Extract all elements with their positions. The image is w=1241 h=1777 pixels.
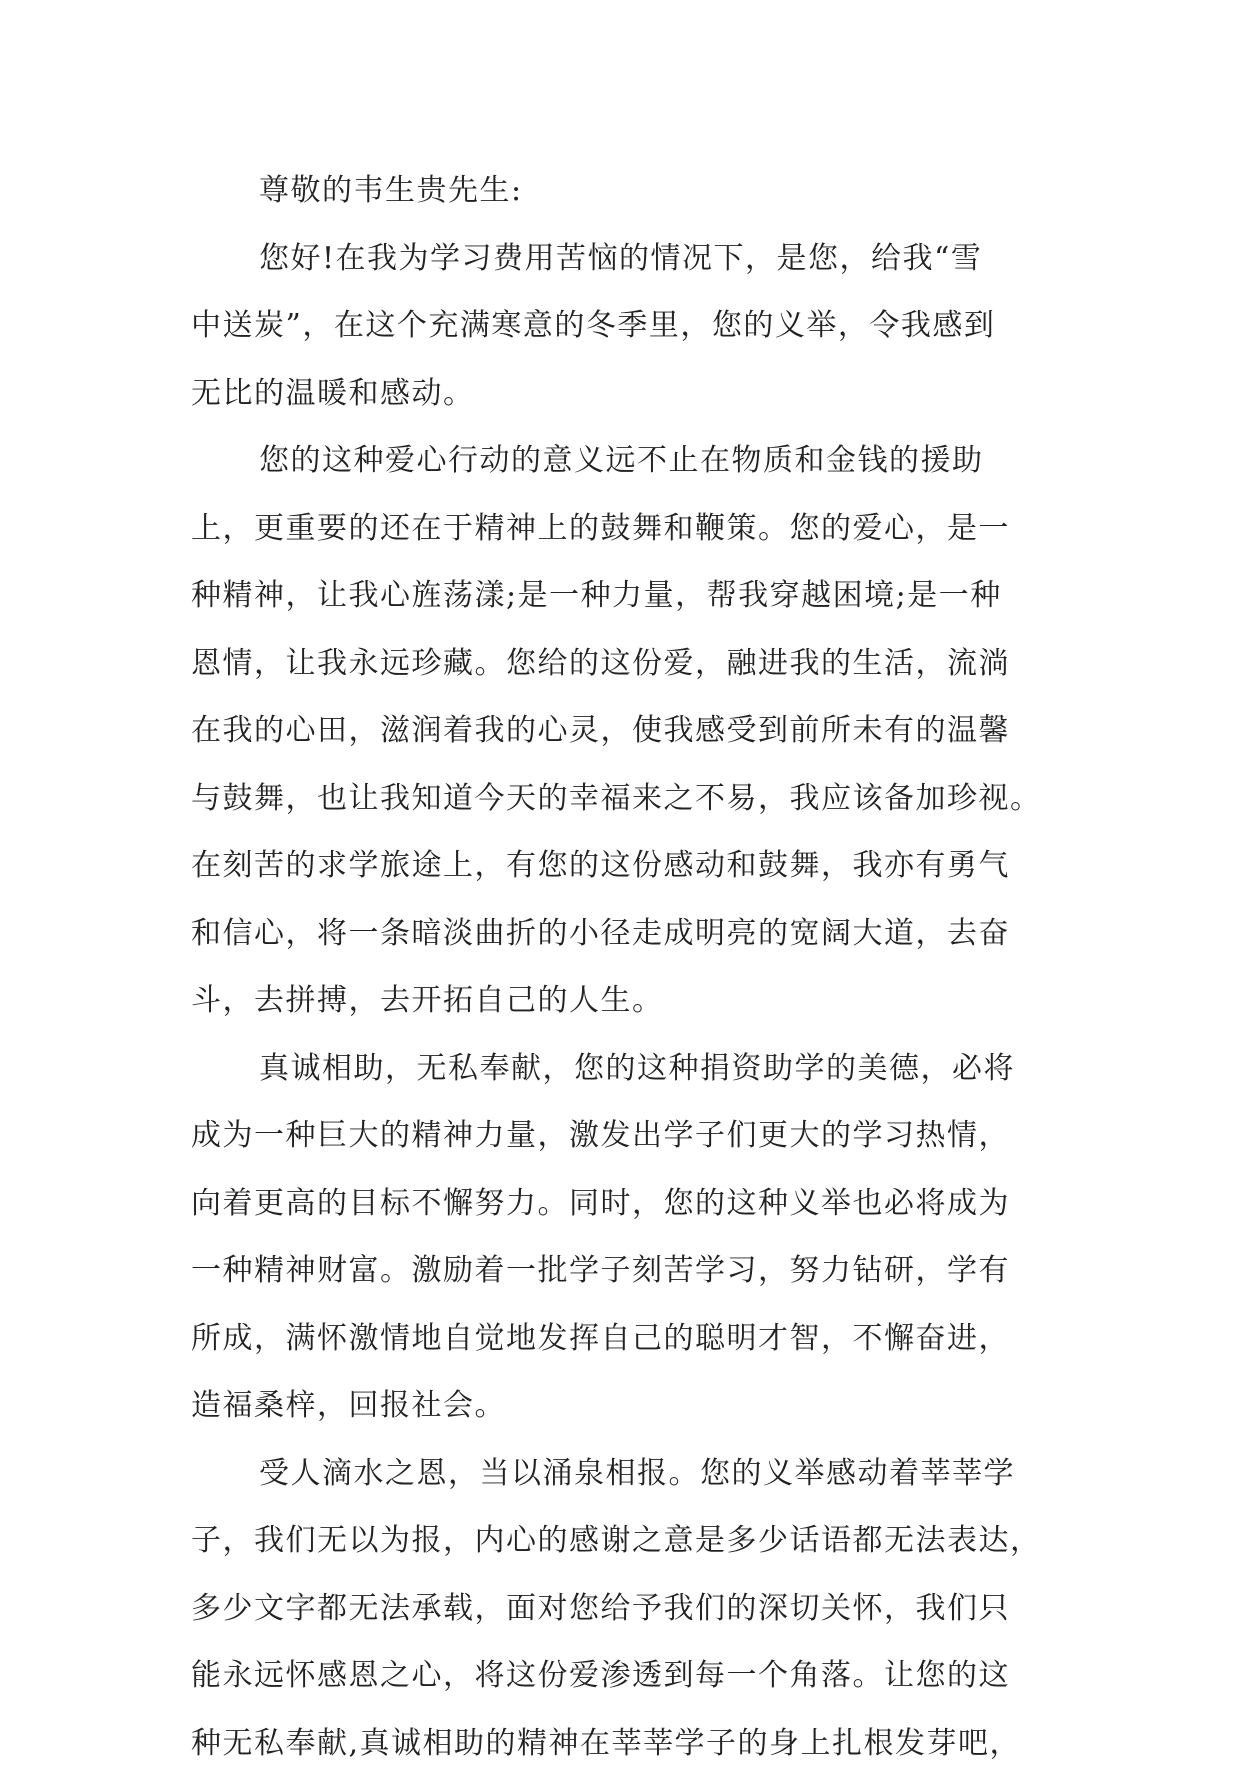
text-line: 种无私奉献,真诚相助的精神在莘莘学子的身上扎根发芽吧，	[191, 1710, 1051, 1777]
text-line: 和信心，将一条暗淡曲折的小径走成明亮的宽阔大道，去奋	[191, 900, 1051, 968]
text-line: 子，我们无以为报，内心的感谢之意是多少话语都无法表达，	[191, 1507, 1051, 1575]
text-line: 能永远怀感恩之心，将这份爱渗透到每一个角落。让您的这	[191, 1642, 1051, 1710]
salutation: 尊敬的韦生贵先生:	[191, 157, 1051, 225]
text-line: 一种精神财富。激励着一批学子刻苦学习，努力钻研，学有	[191, 1237, 1051, 1305]
text-line: 造福桑梓，回报社会。	[191, 1372, 1051, 1440]
text-line: 真诚相助，无私奉献，您的这种捐资助学的美德，必将	[191, 1035, 1051, 1103]
text-line: 在刻苦的求学旅途上，有您的这份感动和鼓舞，我亦有勇气	[191, 832, 1051, 900]
text-line: 上，更重要的还在于精神上的鼓舞和鞭策。您的爱心，是一	[191, 495, 1051, 563]
text-line: 中送炭”，在这个充满寒意的冬季里，您的义举，令我感到	[191, 292, 1051, 360]
text-line: 斗，去拼搏，去开拓自己的人生。	[191, 967, 1051, 1035]
text-line: 在我的心田，滋润着我的心灵，使我感受到前所未有的温馨	[191, 697, 1051, 765]
text-line: 无比的温暖和感动。	[191, 360, 1051, 428]
text-line: 成为一种巨大的精神力量，激发出学子们更大的学习热情，	[191, 1102, 1051, 1170]
letter-body	[191, 157, 1051, 1777]
text-line: 您好!在我为学习费用苦恼的情况下，是您，给我“雪	[191, 225, 1051, 293]
text-line: 恩情，让我永远珍藏。您给的这份爱，融进我的生活，流淌	[191, 630, 1051, 698]
text-line: 与鼓舞，也让我知道今天的幸福来之不易，我应该备加珍视。	[191, 765, 1051, 833]
text-line: 种精神，让我心旌荡漾;是一种力量，帮我穿越困境;是一种	[191, 562, 1051, 630]
text-line: 多少文字都无法承载，面对您给予我们的深切关怀，我们只	[191, 1575, 1051, 1643]
text-line: 所成，满怀激情地自觉地发挥自己的聪明才智，不懈奋进，	[191, 1305, 1051, 1373]
text-line: 您的这种爱心行动的意义远不止在物质和金钱的援助	[191, 427, 1051, 495]
text-line: 向着更高的目标不懈努力。同时，您的这种义举也必将成为	[191, 1170, 1051, 1238]
text-line: 受人滴水之恩，当以涌泉相报。您的义举感动着莘莘学	[191, 1440, 1051, 1508]
